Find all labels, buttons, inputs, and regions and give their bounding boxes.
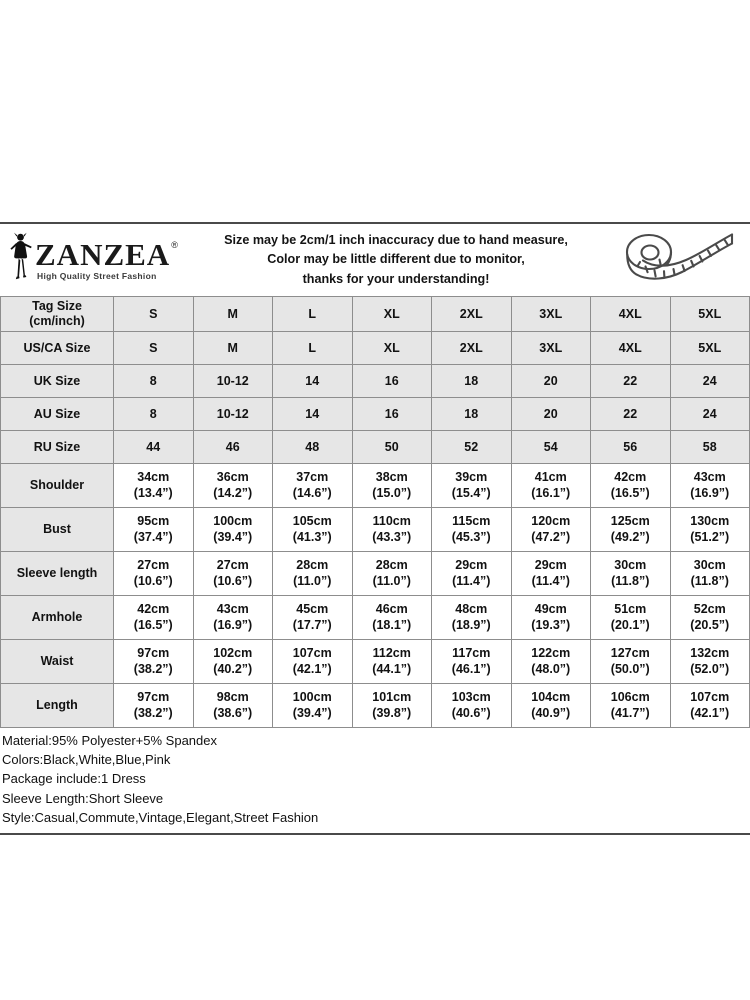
cell-inch: (37.4”) <box>133 529 173 544</box>
chart-header <box>0 224 750 296</box>
cell-cm: 130cm <box>690 513 730 528</box>
cell-cm: 107cm <box>690 689 730 704</box>
cell-cm: 45cm <box>296 601 329 616</box>
cell-inch: (51.2”) <box>690 529 730 544</box>
cell-inch: (19.3”) <box>531 617 571 632</box>
table-cell: 48 <box>273 431 353 464</box>
cell-cm: 98cm <box>216 689 249 704</box>
cell-cm: 34cm <box>137 469 170 484</box>
table-cell <box>591 684 671 728</box>
table-cell: 3XL <box>511 332 591 365</box>
table-cell <box>352 596 432 640</box>
table-row <box>1 431 750 464</box>
table-cell: 5XL <box>670 332 750 365</box>
table-cell <box>670 684 750 728</box>
cell-inch: (10.6”) <box>213 573 253 588</box>
table-cell <box>432 640 512 684</box>
table-cell: M <box>193 297 273 332</box>
table-cell <box>273 552 353 596</box>
table-cell <box>352 552 432 596</box>
table-cell <box>273 596 353 640</box>
cell-inch: (38.2”) <box>133 661 173 676</box>
cell-inch: (41.3”) <box>292 529 332 544</box>
table-cell <box>432 552 512 596</box>
table-row <box>1 464 750 508</box>
table-cell <box>193 684 273 728</box>
table-row <box>1 640 750 684</box>
cell-cm: 43cm <box>216 601 249 616</box>
table-cell: L <box>273 297 353 332</box>
table-cell <box>432 464 512 508</box>
cell-inch: (13.4”) <box>133 485 173 500</box>
table-cell <box>114 464 194 508</box>
table-cell: 18 <box>432 365 512 398</box>
measuring-tape-icon <box>616 230 744 291</box>
cell-cm: 101cm <box>372 689 412 704</box>
table-cell: 16 <box>352 398 432 431</box>
table-cell: 20 <box>511 365 591 398</box>
table-cell <box>114 596 194 640</box>
cell-inch: (40.6”) <box>451 705 491 720</box>
cell-inch: (42.1”) <box>292 661 332 676</box>
row-label-tag-size <box>1 297 114 332</box>
table-cell <box>352 508 432 552</box>
cell-inch: (14.2”) <box>213 485 253 500</box>
cell-inch: (17.7”) <box>292 617 332 632</box>
table-cell <box>591 464 671 508</box>
table-cell: 44 <box>114 431 194 464</box>
row-label-text: Tag Size <box>32 299 82 313</box>
table-cell: 4XL <box>591 297 671 332</box>
table-row <box>1 398 750 431</box>
spec-sleeve-length: Sleeve Length:Short Sleeve <box>2 790 164 806</box>
row-label-uk-size: UK Size <box>1 365 114 398</box>
cell-inch: (47.2”) <box>531 529 571 544</box>
cell-inch: (11.4”) <box>531 573 570 588</box>
cell-cm: 97cm <box>137 689 170 704</box>
cell-inch: (11.8”) <box>611 573 650 588</box>
size-chart-block <box>0 222 750 835</box>
cell-cm: 39cm <box>455 469 488 484</box>
cell-inch: (52.0”) <box>690 661 730 676</box>
table-cell: 20 <box>511 398 591 431</box>
cell-cm: 97cm <box>137 645 170 660</box>
cell-cm: 49cm <box>534 601 567 616</box>
table-cell <box>670 552 750 596</box>
table-cell: 8 <box>114 398 194 431</box>
table-cell <box>114 508 194 552</box>
cell-inch: (11.0”) <box>372 573 411 588</box>
cell-inch: (39.4”) <box>213 529 253 544</box>
row-label-waist: Waist <box>1 640 114 684</box>
table-cell: 22 <box>591 398 671 431</box>
table-cell <box>352 684 432 728</box>
cell-inch: (40.2”) <box>213 661 253 676</box>
cell-cm: 120cm <box>531 513 571 528</box>
cell-cm: 100cm <box>213 513 253 528</box>
table-row <box>1 508 750 552</box>
row-label-us-ca-size: US/CA Size <box>1 332 114 365</box>
cell-cm: 104cm <box>531 689 571 704</box>
table-cell <box>511 596 591 640</box>
table-cell: 14 <box>273 398 353 431</box>
table-row <box>1 684 750 728</box>
cell-inch: (20.5”) <box>690 617 730 632</box>
table-cell: 52 <box>432 431 512 464</box>
table-cell <box>511 552 591 596</box>
table-cell: 2XL <box>432 297 512 332</box>
cell-inch: (41.7”) <box>610 705 650 720</box>
size-table <box>0 296 750 728</box>
table-cell <box>670 464 750 508</box>
cell-inch: (14.6”) <box>292 485 332 500</box>
cell-inch: (48.0”) <box>531 661 571 676</box>
cell-cm: 112cm <box>372 645 411 660</box>
spec-package: Package include:1 Dress <box>2 771 146 787</box>
table-cell: 10-12 <box>193 398 273 431</box>
measuring-tape-illustration <box>610 230 750 291</box>
cell-inch: (38.6”) <box>213 705 253 720</box>
table-cell <box>193 640 273 684</box>
registered-mark-icon: ® <box>171 240 178 251</box>
cell-cm: 107cm <box>292 645 332 660</box>
table-cell: 5XL <box>670 297 750 332</box>
cell-inch: (46.1”) <box>451 661 491 676</box>
table-cell: 4XL <box>591 332 671 365</box>
cell-cm: 28cm <box>375 557 408 572</box>
cell-cm: 42cm <box>614 469 647 484</box>
cell-inch: (45.3”) <box>451 529 491 544</box>
table-cell <box>511 464 591 508</box>
table-cell <box>352 640 432 684</box>
cell-cm: 27cm <box>216 557 249 572</box>
table-cell: 3XL <box>511 297 591 332</box>
table-cell: 14 <box>273 365 353 398</box>
table-cell: 8 <box>114 365 194 398</box>
cell-inch: (39.8”) <box>372 705 412 720</box>
cell-cm: 115cm <box>452 513 491 528</box>
cell-inch: (16.9”) <box>690 485 730 500</box>
notice-line-3: thanks for your understanding! <box>302 271 490 286</box>
table-cell: 18 <box>432 398 512 431</box>
table-row <box>1 297 750 332</box>
cell-inch: (16.5”) <box>133 617 173 632</box>
cell-inch: (39.4”) <box>292 705 332 720</box>
table-row <box>1 552 750 596</box>
table-cell: S <box>114 332 194 365</box>
spec-colors: Colors:Black,White,Blue,Pink <box>2 752 171 768</box>
table-cell <box>432 684 512 728</box>
table-cell <box>352 464 432 508</box>
cell-cm: 132cm <box>690 645 730 660</box>
cell-cm: 43cm <box>693 469 726 484</box>
notice-line-2: Color may be little different due to monitor, <box>267 252 525 267</box>
cell-cm: 30cm <box>614 557 647 572</box>
table-cell: 10-12 <box>193 365 273 398</box>
cell-cm: 100cm <box>292 689 332 704</box>
table-cell <box>273 684 353 728</box>
cell-cm: 102cm <box>213 645 253 660</box>
cell-cm: 38cm <box>375 469 408 484</box>
table-cell: 24 <box>670 398 750 431</box>
table-cell <box>114 640 194 684</box>
cell-cm: 106cm <box>610 689 650 704</box>
table-cell <box>670 508 750 552</box>
table-cell <box>591 596 671 640</box>
row-label-armhole: Armhole <box>1 596 114 640</box>
table-cell: 56 <box>591 431 671 464</box>
cell-inch: (15.0”) <box>372 485 412 500</box>
table-cell <box>432 596 512 640</box>
table-cell: M <box>193 332 273 365</box>
cell-inch: (42.1”) <box>690 705 730 720</box>
cell-cm: 95cm <box>137 513 170 528</box>
cell-inch: (11.8”) <box>690 573 729 588</box>
cell-inch: (10.6”) <box>133 573 173 588</box>
cell-inch: (16.5”) <box>610 485 650 500</box>
cell-inch: (43.3”) <box>372 529 412 544</box>
table-cell: 22 <box>591 365 671 398</box>
size-table-body <box>1 297 750 728</box>
table-cell <box>511 684 591 728</box>
brand-logo <box>0 232 182 289</box>
cell-inch: (11.0”) <box>293 573 332 588</box>
cell-cm: 103cm <box>451 689 491 704</box>
table-cell: 16 <box>352 365 432 398</box>
cell-cm: 105cm <box>292 513 332 528</box>
table-cell: 24 <box>670 365 750 398</box>
cell-inch: (38.2”) <box>133 705 173 720</box>
cell-inch: (18.9”) <box>451 617 491 632</box>
table-cell <box>273 640 353 684</box>
table-cell: XL <box>352 332 432 365</box>
table-row <box>1 596 750 640</box>
cell-cm: 51cm <box>614 601 647 616</box>
table-cell: 58 <box>670 431 750 464</box>
table-cell <box>193 596 273 640</box>
cell-cm: 48cm <box>455 601 488 616</box>
cell-inch: (20.1”) <box>610 617 650 632</box>
cell-inch: (50.0”) <box>610 661 650 676</box>
row-label-length: Length <box>1 684 114 728</box>
table-cell: S <box>114 297 194 332</box>
table-cell <box>591 552 671 596</box>
product-specs <box>0 728 750 833</box>
cell-cm: 41cm <box>534 469 567 484</box>
table-cell <box>193 552 273 596</box>
cell-cm: 110cm <box>372 513 411 528</box>
table-cell <box>193 508 273 552</box>
cell-inch: (15.4”) <box>451 485 491 500</box>
table-row <box>1 365 750 398</box>
cell-cm: 52cm <box>693 601 726 616</box>
table-cell: 46 <box>193 431 273 464</box>
table-cell: 2XL <box>432 332 512 365</box>
cell-inch: (40.9”) <box>531 705 571 720</box>
table-cell <box>193 464 273 508</box>
row-label-ru-size: RU Size <box>1 431 114 464</box>
cell-cm: 37cm <box>296 469 329 484</box>
table-cell: XL <box>352 297 432 332</box>
spec-style: Style:Casual,Commute,Vintage,Elegant,Street Fashion <box>2 809 319 825</box>
row-label-sleeve-length: Sleeve length <box>1 552 114 596</box>
table-cell <box>591 640 671 684</box>
table-cell: 54 <box>511 431 591 464</box>
table-cell: 50 <box>352 431 432 464</box>
cell-inch: (16.1”) <box>531 485 571 500</box>
table-cell <box>432 508 512 552</box>
table-cell <box>511 640 591 684</box>
measurement-notice <box>182 231 610 290</box>
cell-inch: (11.4”) <box>452 573 491 588</box>
table-row <box>1 332 750 365</box>
table-cell <box>670 596 750 640</box>
cell-inch: (49.2”) <box>610 529 650 544</box>
cell-cm: 127cm <box>610 645 650 660</box>
cell-cm: 117cm <box>452 645 491 660</box>
cell-cm: 30cm <box>693 557 726 572</box>
cell-cm: 27cm <box>137 557 170 572</box>
woman-silhouette-icon <box>8 232 34 289</box>
cell-cm: 122cm <box>531 645 571 660</box>
cell-cm: 46cm <box>375 601 408 616</box>
row-label-subtext: (cm/inch) <box>29 314 85 328</box>
table-cell <box>273 508 353 552</box>
cell-inch: (44.1”) <box>372 661 412 676</box>
cell-cm: 42cm <box>137 601 170 616</box>
table-cell: L <box>273 332 353 365</box>
table-cell <box>273 464 353 508</box>
notice-line-1: Size may be 2cm/1 inch inaccuracy due to hand measure, <box>224 232 568 247</box>
row-label-shoulder: Shoulder <box>1 464 114 508</box>
row-label-au-size: AU Size <box>1 398 114 431</box>
row-label-bust: Bust <box>1 508 114 552</box>
cell-cm: 29cm <box>455 557 488 572</box>
table-cell <box>670 640 750 684</box>
table-cell <box>114 684 194 728</box>
table-cell <box>511 508 591 552</box>
cell-inch: (16.9”) <box>213 617 253 632</box>
cell-cm: 125cm <box>610 513 650 528</box>
spec-material: Material:95% Polyester+5% Spandex <box>2 733 217 748</box>
brand-name: ZANZEA <box>35 237 171 273</box>
cell-cm: 28cm <box>296 557 329 572</box>
brand-tagline: High Quality Street Fashion <box>37 271 157 282</box>
cell-cm: 36cm <box>216 469 249 484</box>
table-cell <box>591 508 671 552</box>
cell-inch: (18.1”) <box>372 617 412 632</box>
table-cell <box>114 552 194 596</box>
cell-cm: 29cm <box>534 557 567 572</box>
